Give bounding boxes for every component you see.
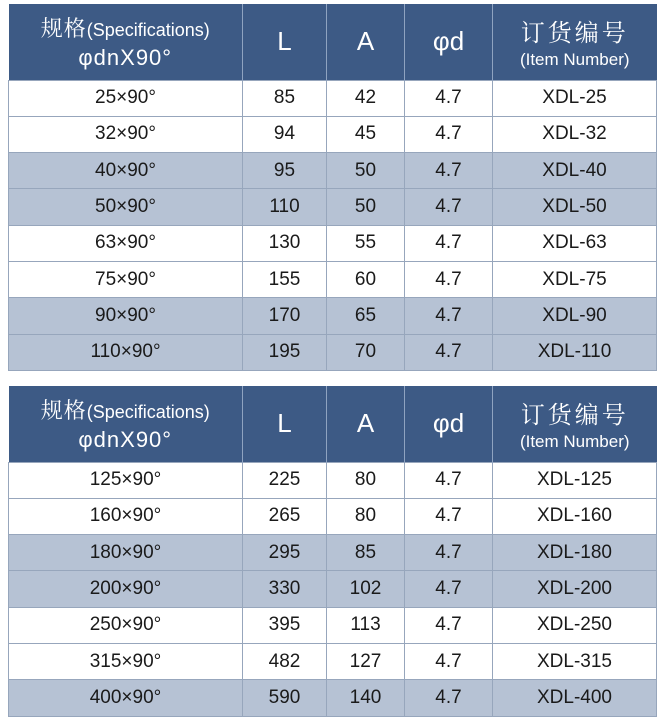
- table-row: [9, 261, 657, 297]
- table-row: [9, 535, 657, 571]
- table-row: [9, 498, 657, 534]
- header-A: A: [327, 386, 405, 462]
- cell-L: 395: [243, 607, 327, 643]
- header-spec-formula: φdnX90°: [78, 427, 173, 453]
- table-row: [9, 189, 657, 225]
- table-body-1: [9, 80, 657, 370]
- cell-spec: 400×90°: [9, 680, 243, 716]
- cell-d: 4.7: [405, 116, 493, 152]
- header-item-number: [493, 386, 657, 462]
- cell-item-number: XDL-50: [493, 189, 657, 225]
- table-row: [9, 571, 657, 607]
- cell-A: 85: [327, 535, 405, 571]
- header-spec-cn: 规格: [40, 16, 87, 42]
- table-row: [9, 298, 657, 334]
- table-row: [9, 462, 657, 498]
- cell-L: 225: [243, 462, 327, 498]
- cell-L: 155: [243, 261, 327, 297]
- cell-spec: 110×90°: [9, 334, 243, 370]
- header-spec-formula: φdnX90°: [78, 45, 173, 71]
- header-item-cn: 订货编号: [520, 402, 629, 430]
- cell-L: 265: [243, 498, 327, 534]
- cell-A: 127: [327, 643, 405, 679]
- table-row: [9, 607, 657, 643]
- cell-A: 70: [327, 334, 405, 370]
- cell-L: 130: [243, 225, 327, 261]
- cell-item-number: XDL-200: [493, 571, 657, 607]
- cell-item-number: XDL-90: [493, 298, 657, 334]
- header-item-en: (Item Number): [519, 432, 630, 452]
- table-row: [9, 80, 657, 116]
- cell-L: 94: [243, 116, 327, 152]
- cell-item-number: XDL-32: [493, 116, 657, 152]
- cell-L: 85: [243, 80, 327, 116]
- cell-A: 42: [327, 80, 405, 116]
- header-L: L: [243, 4, 327, 80]
- table-header-row: [9, 386, 657, 462]
- cell-d: 4.7: [405, 225, 493, 261]
- cell-d: 4.7: [405, 607, 493, 643]
- cell-d: 4.7: [405, 298, 493, 334]
- cell-spec: 160×90°: [9, 498, 243, 534]
- cell-spec: 90×90°: [9, 298, 243, 334]
- cell-L: 295: [243, 535, 327, 571]
- cell-A: 140: [327, 680, 405, 716]
- cell-item-number: XDL-63: [493, 225, 657, 261]
- cell-spec: 40×90°: [9, 153, 243, 189]
- cell-item-number: XDL-315: [493, 643, 657, 679]
- cell-d: 4.7: [405, 189, 493, 225]
- cell-item-number: XDL-40: [493, 153, 657, 189]
- header-d: φd: [405, 386, 493, 462]
- cell-spec: 63×90°: [9, 225, 243, 261]
- cell-spec: 75×90°: [9, 261, 243, 297]
- cell-A: 55: [327, 225, 405, 261]
- cell-d: 4.7: [405, 535, 493, 571]
- cell-spec: 180×90°: [9, 535, 243, 571]
- cell-item-number: XDL-400: [493, 680, 657, 716]
- cell-d: 4.7: [405, 462, 493, 498]
- header-spec: [9, 4, 243, 80]
- cell-A: 50: [327, 189, 405, 225]
- cell-spec: 50×90°: [9, 189, 243, 225]
- header-d: φd: [405, 4, 493, 80]
- cell-spec: 32×90°: [9, 116, 243, 152]
- cell-A: 80: [327, 462, 405, 498]
- cell-L: 590: [243, 680, 327, 716]
- header-A: A: [327, 4, 405, 80]
- cell-spec: 250×90°: [9, 607, 243, 643]
- header-item-number: [493, 4, 657, 80]
- cell-spec: 200×90°: [9, 571, 243, 607]
- header-item-en: (Item Number): [519, 50, 630, 70]
- cell-spec: 125×90°: [9, 462, 243, 498]
- table-row: [9, 643, 657, 679]
- header-spec-en: (Specifications): [86, 20, 210, 41]
- header-L: L: [243, 386, 327, 462]
- cell-A: 80: [327, 498, 405, 534]
- table-row: [9, 680, 657, 716]
- cell-spec: 25×90°: [9, 80, 243, 116]
- cell-spec: 315×90°: [9, 643, 243, 679]
- cell-A: 50: [327, 153, 405, 189]
- header-spec: [9, 386, 243, 462]
- spec-table-2: [8, 386, 657, 717]
- cell-item-number: XDL-160: [493, 498, 657, 534]
- cell-A: 65: [327, 298, 405, 334]
- cell-L: 170: [243, 298, 327, 334]
- cell-A: 60: [327, 261, 405, 297]
- cell-d: 4.7: [405, 571, 493, 607]
- cell-d: 4.7: [405, 153, 493, 189]
- cell-L: 110: [243, 189, 327, 225]
- cell-item-number: XDL-125: [493, 462, 657, 498]
- table-header-row: [9, 4, 657, 80]
- spec-table-1: [8, 4, 657, 371]
- cell-item-number: XDL-75: [493, 261, 657, 297]
- table-row: [9, 334, 657, 370]
- cell-d: 4.7: [405, 80, 493, 116]
- cell-A: 102: [327, 571, 405, 607]
- header-item-cn: 订货编号: [520, 20, 629, 48]
- cell-item-number: XDL-25: [493, 80, 657, 116]
- cell-d: 4.7: [405, 643, 493, 679]
- cell-d: 4.7: [405, 680, 493, 716]
- table-row: [9, 153, 657, 189]
- cell-d: 4.7: [405, 334, 493, 370]
- cell-L: 330: [243, 571, 327, 607]
- cell-A: 113: [327, 607, 405, 643]
- table-row: [9, 116, 657, 152]
- cell-item-number: XDL-180: [493, 535, 657, 571]
- cell-A: 45: [327, 116, 405, 152]
- cell-d: 4.7: [405, 261, 493, 297]
- cell-d: 4.7: [405, 498, 493, 534]
- cell-L: 95: [243, 153, 327, 189]
- table-body-2: [9, 462, 657, 716]
- cell-item-number: XDL-250: [493, 607, 657, 643]
- table-row: [9, 225, 657, 261]
- header-spec-en: (Specifications): [86, 402, 210, 423]
- cell-L: 195: [243, 334, 327, 370]
- header-spec-cn: 规格: [40, 398, 87, 424]
- cell-item-number: XDL-110: [493, 334, 657, 370]
- cell-L: 482: [243, 643, 327, 679]
